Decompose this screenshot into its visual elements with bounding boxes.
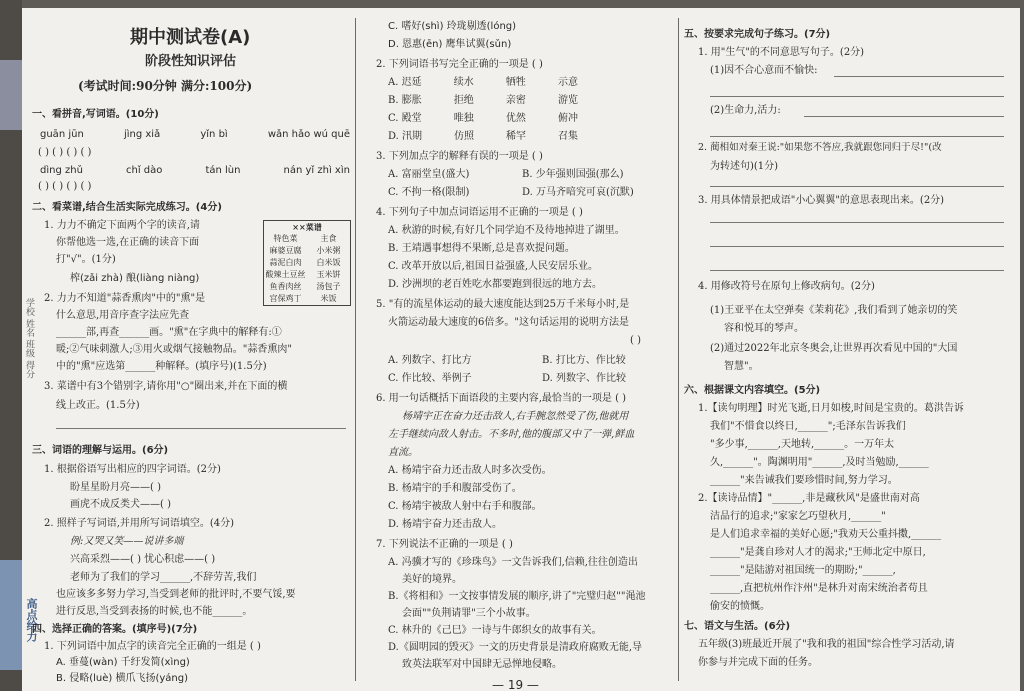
question-text: (1)因不合心意而不愉快: bbox=[710, 65, 818, 76]
question-text: 为转述句)(1分) bbox=[710, 161, 779, 172]
question-text: 偷安的愤慨。 bbox=[710, 601, 770, 612]
question-text: "多少事,______,天地转,______。一万年太 bbox=[710, 439, 895, 450]
question-text: 2. 下列词语书写完全正确的一项是 ( ) bbox=[376, 59, 543, 70]
menu-row bbox=[264, 281, 350, 293]
option-text: C. 改革开放以后,祖国日益强盛,人民安居乐业。 bbox=[388, 261, 599, 272]
exam-page bbox=[22, 8, 1020, 691]
question-text: 我们"不惜食以终日,______";毛泽东告诉我们 bbox=[710, 421, 906, 432]
question-text: ______"来告诫我们要珍惜时间,努力学习。 bbox=[710, 475, 898, 486]
option-text: D. 恩惠(ēn) 鹰隼试翼(sǔn) bbox=[388, 39, 512, 50]
page-subtitle: 阶段性知识评估 bbox=[145, 54, 237, 69]
question-text: 兴高采烈——( ) 忧心积虑——( ) bbox=[70, 554, 216, 565]
option-text: 会面""负荆请罪"三个小故事。 bbox=[402, 608, 536, 619]
menu-cell: 宫保鸡丁 bbox=[269, 294, 302, 303]
section-3-title: 三、词语的理解与运用。(6分) bbox=[32, 445, 169, 456]
question-text: 4. 用修改符号在原句上修改病句。(2分) bbox=[698, 281, 875, 292]
answer-line bbox=[710, 222, 1004, 223]
question-text: 老师为了我们的学习______,不辞劳苦,我们 bbox=[70, 572, 257, 583]
answer-line bbox=[710, 270, 1004, 271]
passage-text: 杨靖宇正在奋力还击敌人,右手腕忽然受了伤,他就用 bbox=[402, 411, 629, 422]
option-text: B. 杨靖宇的手和腹部受伤了。 bbox=[388, 483, 522, 494]
option-text: C. 嗜好(shì) 玲珑剔透(lóng) bbox=[388, 21, 517, 32]
option-text: B.《将相和》一文按事情发展的顺序,讲了"完璧归赵""渑池 bbox=[388, 591, 646, 602]
margin-brand-label: 高点给力 bbox=[25, 598, 38, 642]
question-text: 盼星星盼月亮——( ) bbox=[70, 482, 161, 493]
column-left bbox=[30, 8, 348, 691]
option-text: B. 侵略(luè) 横爪飞扬(yáng) bbox=[56, 673, 189, 684]
question-text: 3. 用具体情景把成语"小心翼翼"的意思表现出来。(2分) bbox=[698, 195, 945, 206]
option-text: C. 杨靖宇被敌人射中右手和腹部。 bbox=[388, 501, 542, 512]
question-text: 打"√"。(1分) bbox=[56, 254, 116, 265]
menu-card bbox=[263, 220, 351, 306]
pinyin-item: yǐn bì bbox=[200, 129, 228, 140]
question-text: ______部,再查______画。"熏"在字典中的解释有:① bbox=[56, 327, 282, 338]
answer-line bbox=[710, 136, 1004, 137]
pinyin-item: guān jūn bbox=[40, 129, 84, 140]
option-word: 仿照 bbox=[454, 131, 475, 142]
question-text: 1. 力力不确定下面两个字的读音,请 bbox=[44, 220, 200, 231]
question-text: 7. 下列说法不正确的一项是 ( ) bbox=[376, 539, 513, 550]
question-text: 1.【读句明理】时光飞逝,日月如梭,时间是宝贵的。葛洪告诉 bbox=[698, 403, 964, 414]
question-text: 榨(zǎi zhà) 酿(liàng niàng) bbox=[70, 273, 200, 284]
option-word: 游览 bbox=[558, 95, 578, 106]
section-4-title: 四、选择正确的答案。(填序号)(7分) bbox=[32, 624, 198, 635]
option-text: A. 富丽堂皇(盛大) bbox=[388, 169, 470, 180]
option-text: A. 杨靖宇奋力还击敌人时多次受伤。 bbox=[388, 465, 552, 476]
menu-cell: 特色菜 bbox=[273, 234, 298, 243]
pinyin-item: nán yǐ zhì xìn bbox=[283, 165, 350, 176]
menu-cell: 汤包子 bbox=[316, 282, 341, 291]
pinyin-item: tán lùn bbox=[205, 165, 241, 176]
column-divider bbox=[678, 18, 679, 681]
question-text: 1. 根据俗语写出相应的四字词语。(2分) bbox=[44, 464, 221, 475]
option-text: D. 万马齐喑究可哀(沉默) bbox=[522, 187, 634, 198]
option-word: A. 迟延 bbox=[388, 77, 422, 88]
menu-row bbox=[264, 269, 350, 281]
question-text: 2. 力力不知道"蒜香熏肉"中的"熏"是 bbox=[44, 293, 206, 304]
question-text: 智慧"。 bbox=[724, 361, 759, 372]
option-text: D.《圆明园的毁灭》一文的历史背景是清政府腐败无能,导 bbox=[388, 642, 643, 653]
option-text: A. 秋游的时候,有好几个同学迫不及待地掉进了湖里。 bbox=[388, 225, 625, 236]
question-text: 是人们追求幸福的美好心愿;"我劝天公重抖擞,______ bbox=[710, 529, 942, 540]
option-word: 拒绝 bbox=[453, 95, 474, 106]
option-word: C. 殿堂 bbox=[388, 113, 422, 124]
menu-header-row bbox=[264, 233, 350, 245]
pinyin-item: dìng zhǔ bbox=[40, 165, 83, 176]
answer-line bbox=[710, 246, 1004, 247]
option-word: 亲密 bbox=[505, 95, 526, 106]
spine-tab-upper bbox=[0, 60, 22, 130]
question-text: ______,直把杭州作汴州"是林升对南宋统治者苟且 bbox=[710, 583, 928, 594]
margin-student-info: 学校 姓名 班级 得分 bbox=[24, 298, 34, 379]
question-text: 洁品行的追求;"家家乞巧望秋月,______" bbox=[710, 511, 886, 522]
exam-time-info: (考试时间:90分钟 满分:100分) bbox=[78, 79, 253, 93]
option-text: A. 列数字、打比方 bbox=[388, 355, 472, 366]
option-text: 美好的境界。 bbox=[402, 574, 462, 585]
menu-row bbox=[264, 257, 350, 269]
option-row bbox=[388, 112, 578, 126]
section-7-title: 七、语文与生活。(6分) bbox=[684, 621, 791, 632]
menu-cell: 鱼香肉丝 bbox=[269, 282, 302, 291]
answer-brackets-row-1: ( ) ( ) ( ) ( ) bbox=[38, 147, 92, 158]
question-text: (2)通过2022年北京冬奥会,让世界再次看见中国的"大国 bbox=[710, 343, 958, 354]
passage-text: 直流。 bbox=[388, 447, 418, 458]
menu-row bbox=[264, 293, 350, 305]
question-text: 1. 用"生气"的不同意思写句子。(2分) bbox=[698, 47, 865, 58]
section-6-title: 六、根据课文内容填空。(5分) bbox=[684, 385, 821, 396]
option-word: 牺牲 bbox=[505, 77, 526, 88]
option-row bbox=[388, 94, 578, 108]
option-word: B. 膨胀 bbox=[388, 95, 422, 106]
question-text: 你帮他选一选,在正确的读音下面 bbox=[56, 237, 200, 248]
question-text: 五年级(3)班最近开展了"我和我的祖国"综合性学习活动,请 bbox=[698, 639, 955, 650]
menu-title: ××菜谱 bbox=[292, 222, 322, 232]
pinyin-item: wǎn hǎo wú quē bbox=[267, 129, 350, 140]
menu-row bbox=[264, 245, 350, 257]
column-divider bbox=[355, 18, 356, 681]
question-text: 容和悦耳的琴声。 bbox=[724, 323, 804, 334]
question-text: 你参与并完成下面的任务。 bbox=[698, 657, 818, 668]
pinyin-row-2 bbox=[40, 164, 350, 178]
option-word: D. 汛期 bbox=[388, 131, 423, 142]
menu-cell: 酸辣土豆丝 bbox=[265, 270, 306, 279]
question-text: ______"是陆游对祖国统一的期盼;"______, bbox=[710, 565, 896, 576]
question-text: 也应该多多努力学习,当受到老师的批评时,不要气馁,要 bbox=[56, 589, 296, 600]
option-text: C. 不拘一格(限制) bbox=[388, 187, 470, 198]
option-row bbox=[388, 130, 578, 144]
question-text: 2. 照样子写词语,并用所写词语填空。(4分) bbox=[44, 518, 235, 529]
answer-line bbox=[56, 428, 346, 429]
page-title: 期中测试卷(A) bbox=[130, 27, 251, 48]
option-text: C. 作比较、举例子 bbox=[388, 373, 472, 384]
option-text: B. 王靖遇事想得不果断,总是喜欢提问题。 bbox=[388, 243, 575, 254]
answer-bracket: ( ) bbox=[630, 335, 641, 346]
spine-tab-lower bbox=[0, 560, 22, 670]
book-spine bbox=[0, 0, 22, 691]
option-word: 召集 bbox=[557, 131, 578, 142]
option-text: C. 林升的《己巳》一诗与牛郎织女的故事有关。 bbox=[388, 625, 602, 636]
question-text: ______"是龚自珍对人才的渴求;"王师北定中原日, bbox=[710, 547, 926, 558]
menu-cell: 小米粥 bbox=[316, 246, 341, 255]
menu-cell: 麻婆豆腐 bbox=[269, 246, 302, 255]
pinyin-item: jìng xiǎ bbox=[123, 129, 161, 140]
menu-cell: 白米饭 bbox=[316, 258, 341, 267]
question-text: 进行反思,当受到表扬的时候,也不能______。 bbox=[56, 606, 253, 617]
question-text: 线上改正。(1.5分) bbox=[56, 400, 140, 411]
answer-line bbox=[834, 76, 1004, 77]
page-number: — 19 — bbox=[492, 678, 539, 691]
menu-cell: 主食 bbox=[320, 234, 337, 243]
section-1-title: 一、看拼音,写词语。(10分) bbox=[32, 109, 159, 120]
question-text: (1)王亚平在太空弹奏《茉莉花》,我们看到了她亲切的笑 bbox=[710, 305, 958, 316]
question-text: 暖;②气味刺激人;③用火或烟气接触物品。"蒜香熏肉" bbox=[56, 344, 292, 355]
section-2-title: 二、看菜谱,结合生活实际完成练习。(4分) bbox=[32, 202, 222, 213]
menu-cell: 蒜泥白肉 bbox=[269, 258, 302, 267]
option-word: 优然 bbox=[505, 113, 526, 124]
question-text: 什么意思,用音序查字法应先查 bbox=[56, 310, 190, 321]
question-text: 6. 用一句话概括下面语段的主要内容,最恰当的一项是 ( ) bbox=[376, 393, 627, 404]
passage-text: 左手继续向敌人射击。不多时,他的腹部又中了一弹,鲜血 bbox=[388, 429, 635, 440]
question-text: 3. 下列加点字的解释有误的一项是 ( ) bbox=[376, 151, 543, 162]
option-text: B. 打比方、作比较 bbox=[542, 355, 626, 366]
question-text: 中的"熏"应选第______种解释。(填序号)(1.5分) bbox=[56, 361, 267, 372]
option-text: D. 列数字、作比较 bbox=[542, 373, 627, 384]
question-text: 2.【读诗品情】"______,非是藏秋风"是盛世南对高 bbox=[698, 493, 920, 504]
question-text: 5. "有的流星体运动的最大速度能达到25万千米每小时,是 bbox=[376, 299, 630, 310]
option-text: 致英法联军对中国肆无忌惮地侵略。 bbox=[402, 659, 562, 670]
option-text: B. 少年强则国强(那么) bbox=[522, 169, 624, 180]
example-text: 例:又哭又笑——说讲多端 bbox=[70, 536, 184, 547]
column-right bbox=[684, 8, 1014, 691]
question-text: 4. 下列句子中加点词语运用不正确的一项是 ( ) bbox=[376, 207, 583, 218]
option-text: A. 冯骥才写的《珍珠鸟》一文告诉我们,信赖,往往创造出 bbox=[388, 557, 638, 568]
answer-line bbox=[710, 186, 1004, 187]
section-5-title: 五、按要求完成句子练习。(7分) bbox=[684, 29, 831, 40]
question-text: 久,______"。陶渊明用"______,及时当勉励,______ bbox=[710, 457, 929, 468]
pinyin-row-1 bbox=[40, 128, 350, 142]
question-text: 画虎不成反类犬——( ) bbox=[70, 499, 171, 510]
pinyin-item: chǐ dào bbox=[125, 165, 163, 176]
option-text: D. 杨靖宇奋力还击敌人。 bbox=[388, 519, 503, 530]
option-word: 唯独 bbox=[453, 113, 474, 124]
question-text: (2)生命力,活力: bbox=[710, 105, 781, 116]
option-word: 续水 bbox=[453, 77, 474, 88]
option-text: D. 沙洲坝的老百姓吃水都要跑到很远的地方去。 bbox=[388, 279, 603, 290]
option-text: A. 垂蔓(wàn) 千纡发简(xìng) bbox=[56, 657, 190, 668]
answer-line bbox=[710, 96, 1004, 97]
answer-brackets-row-2: ( ) ( ) ( ) ( ) bbox=[38, 181, 92, 192]
column-middle bbox=[362, 8, 674, 691]
option-row bbox=[388, 76, 578, 90]
question-text: 1. 下列词语中加点字的读音完全正确的一组是 ( ) bbox=[44, 641, 261, 652]
answer-line bbox=[804, 116, 1004, 117]
option-word: 稀罕 bbox=[506, 131, 526, 142]
question-text: 2. 蔺相如对秦王说:"如果您不答应,我就跟您同归于尽!"(改 bbox=[698, 142, 942, 153]
question-text: 火箭运动最大速度的6倍多。"这句话运用的说明方法是 bbox=[388, 317, 629, 328]
question-text: 3. 菜谱中有3个错别字,请你用"○"圈出来,并在下面的横 bbox=[44, 381, 288, 392]
menu-cell: 玉米饼 bbox=[316, 270, 341, 279]
option-word: 示意 bbox=[557, 77, 578, 88]
option-word: 俯冲 bbox=[557, 113, 578, 124]
menu-cell: 米饭 bbox=[320, 294, 337, 303]
